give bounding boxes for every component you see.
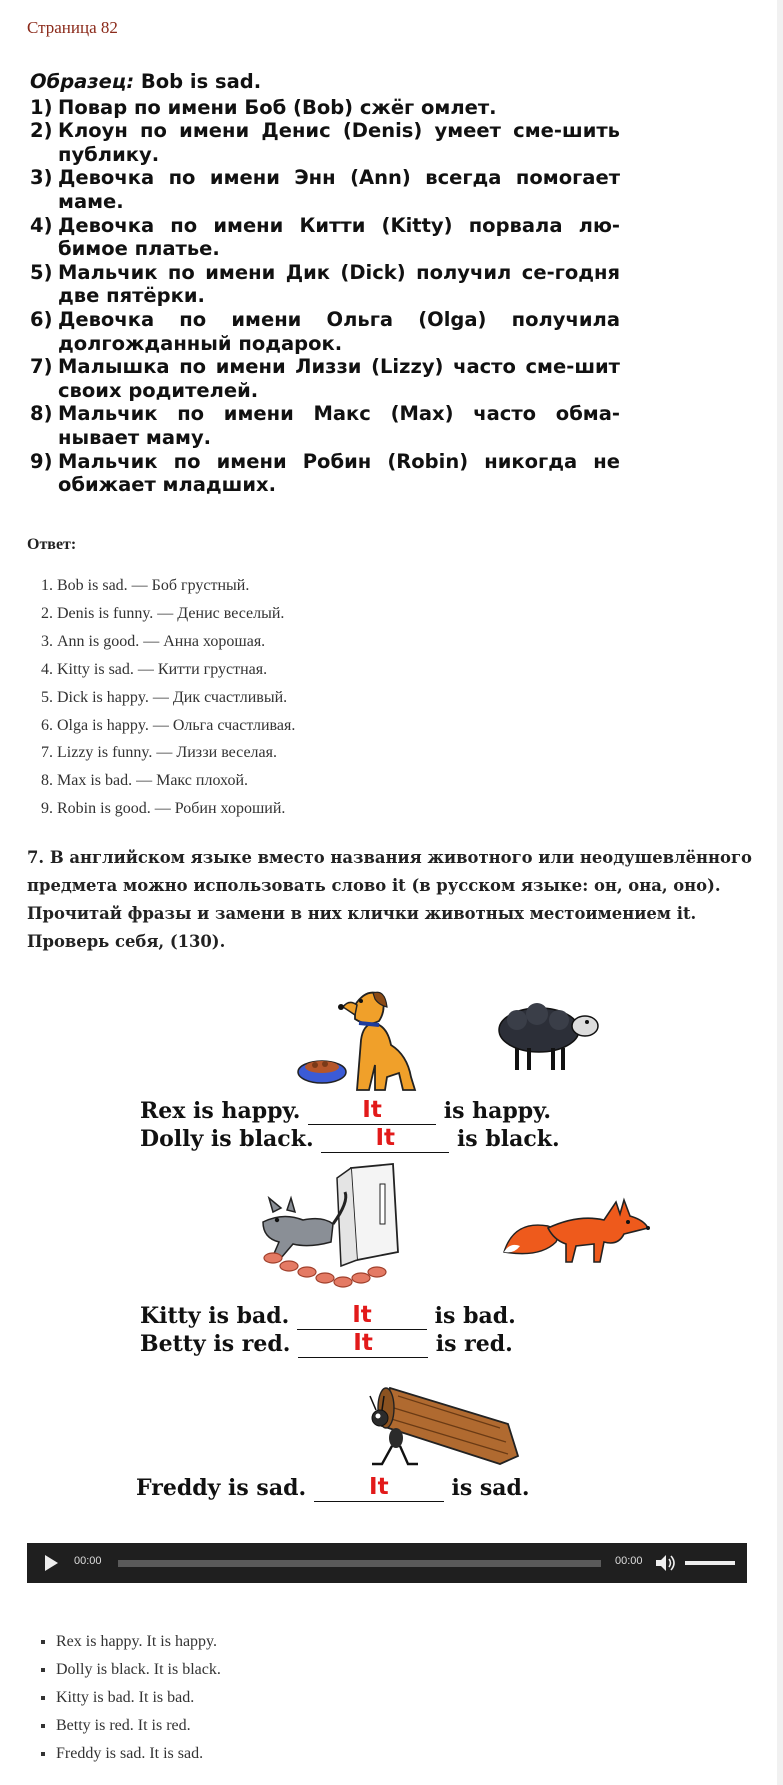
item-text: Мальчик по имени Макс (Max) часто обма-нывает маму. [58, 402, 620, 449]
answer-blank [314, 1475, 444, 1502]
item-number: 2) [30, 119, 53, 143]
exercise-right: is red. [435, 1331, 513, 1357]
item-number: 8) [30, 402, 53, 426]
ant-log-illustration [368, 1368, 528, 1468]
answer-blank [298, 1331, 428, 1358]
exercise-line [136, 1475, 530, 1502]
textbook-item [30, 308, 620, 355]
item-text: Мальчик по имени Дик (Dick) получил се-годня две пятёрки. [58, 260, 620, 308]
list-item: 5. Dick is happy. — Дик счастливый. [57, 684, 295, 712]
exercise-left: Kitty is bad. [140, 1303, 290, 1329]
item-text: Девочка по имени Ольга (Olga) получила долгожданный подарок. [58, 307, 620, 355]
exercise-line [140, 1303, 516, 1330]
exercise-left: Betty is red. [140, 1331, 291, 1357]
exercise-answer: It [375, 1125, 396, 1151]
answer-list [20, 572, 295, 823]
list-item: 1. Bob is sad. — Боб грустный. [57, 572, 295, 600]
item-number: 7) [30, 355, 53, 379]
fox-illustration [500, 1190, 650, 1265]
sample-label: Образец: [30, 70, 135, 93]
item-number: 5) [30, 260, 53, 284]
sheep-illustration [497, 1000, 607, 1075]
current-time: 00:00 [74, 1555, 102, 1567]
exercise-line [140, 1098, 551, 1125]
item-text: Мальчик по имени Робин (Robin) никогда не обижает младших. [58, 449, 620, 497]
list-item: ▪ Betty is red. It is red. [56, 1712, 221, 1740]
sample-text: Bob is sad. [140, 70, 262, 93]
volume-slider[interactable] [685, 1561, 735, 1565]
answer-blank [297, 1303, 427, 1330]
duration-time: 00:00 [615, 1555, 643, 1567]
textbook-item [30, 261, 620, 308]
sample-line [30, 70, 620, 94]
list-item: 9. Robin is good. — Робин хороший. [57, 795, 295, 823]
textbook-item [30, 402, 620, 449]
dog-illustration [295, 985, 430, 1095]
textbook-item [30, 450, 620, 497]
exercise-answer: It [369, 1474, 389, 1500]
list-item: 6. Olga is happy. — Ольга счастливая. [57, 712, 295, 740]
textbook-item [30, 166, 620, 213]
item-text: Повар по имени Боб (Bob) сжёг омлет. [58, 95, 497, 119]
cat-fridge-illustration [253, 1162, 413, 1302]
answer-heading: Ответ: [27, 536, 77, 553]
textbook-item [30, 96, 620, 120]
list-item: 8. Max is bad. — Макс плохой. [57, 767, 295, 795]
list-item: 7. Lizzy is funny. — Лиззи веселая. [57, 739, 295, 767]
item-number: 3) [30, 166, 53, 190]
item-number: 4) [30, 213, 53, 237]
exercise-right: is happy. [443, 1098, 552, 1124]
list-item: 2. Denis is funny. — Денис веселый. [57, 600, 295, 628]
exercise-answer: It [352, 1302, 372, 1328]
textbook-item [30, 355, 620, 402]
task-7-text: 7. В английском языке вместо названия животного или неодушевлённого предмета можно использовать слово it (в русском языке: он, она, оно). Прочитай фразы и замени в них клички животных местоимением it. Проверь себя, (130). [27, 848, 752, 951]
answer-blank [321, 1126, 449, 1153]
page-label: Страница 82 [27, 18, 118, 37]
exercise-answer: It [353, 1330, 373, 1356]
item-number: 9) [30, 449, 53, 473]
item-text: Девочка по имени Китти (Kitty) порвала лю-бимое платье. [58, 213, 620, 261]
volume-icon[interactable] [655, 1554, 677, 1572]
exercise-left: Dolly is black. [140, 1126, 314, 1152]
item-number: 1) [30, 95, 53, 119]
exercise-right: is black. [456, 1126, 560, 1152]
textbook-item [30, 119, 620, 166]
list-item: ▪ Freddy is sad. It is sad. [56, 1740, 221, 1768]
list-item: 4. Kitty is sad. — Китти грустная. [57, 656, 295, 684]
progress-track[interactable] [118, 1560, 601, 1567]
list-item: 3. Ann is good. — Анна хорошая. [57, 628, 295, 656]
exercise-line [140, 1331, 513, 1358]
item-text: Девочка по имени Энн (Ann) всегда помогает маме. [58, 166, 620, 213]
textbook-item [30, 214, 620, 261]
exercise-line [140, 1126, 560, 1153]
list-item: ▪ Kitty is bad. It is bad. [56, 1684, 221, 1712]
list-item: ▪ Rex is happy. It is happy. [56, 1628, 221, 1656]
audio-player [27, 1543, 747, 1583]
exercise-right: is sad. [451, 1475, 530, 1501]
exercise-answer: It [362, 1097, 382, 1123]
play-icon[interactable] [45, 1555, 58, 1571]
exercise-right: is bad. [434, 1303, 516, 1329]
result-list [20, 1628, 221, 1768]
item-text: Малышка по имени Лиззи (Lizzy) часто сме-шит своих родителей. [58, 355, 620, 402]
item-text: Клоун по имени Денис (Denis) умеет сме-шить публику. [58, 119, 620, 166]
list-item: ▪ Dolly is black. It is black. [56, 1656, 221, 1684]
exercise-left: Rex is happy. [140, 1098, 301, 1124]
page-scrollbar[interactable] [777, 0, 783, 1785]
textbook-exercise-6 [30, 70, 620, 497]
answer-blank [308, 1098, 436, 1125]
item-number: 6) [30, 307, 53, 331]
exercise-left: Freddy is sad. [136, 1475, 307, 1501]
